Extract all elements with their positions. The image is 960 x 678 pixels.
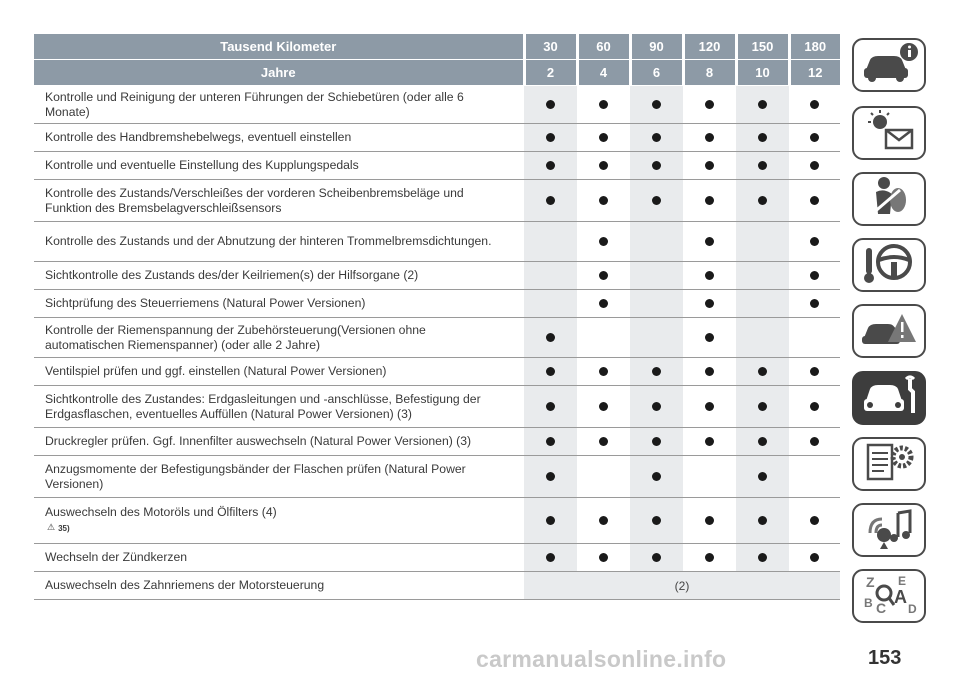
interval-cell: [630, 124, 683, 152]
interval-cell: [683, 544, 736, 572]
chapter-tab[interactable]: [852, 437, 926, 491]
service-required-dot-icon: [758, 161, 767, 170]
header-year-cell: 8: [683, 60, 736, 86]
footer-watermark: carmanualsonline.info: [476, 646, 727, 672]
chapter-tab[interactable]: [852, 172, 926, 226]
row-description-text: Auswechseln des Motoröls und Ölfilters (4): [45, 505, 277, 519]
interval-cell: [736, 290, 789, 318]
interval-cell: [577, 290, 630, 318]
service-required-dot-icon: [810, 161, 819, 170]
dashboard-lights-icon: [858, 108, 920, 159]
interval-cell: [630, 456, 683, 498]
service-required-dot-icon: [546, 161, 555, 170]
interval-cell: [577, 358, 630, 386]
interval-cell: [630, 180, 683, 222]
interval-cell: [630, 290, 683, 318]
interval-cell: [789, 290, 840, 318]
interval-cell: [683, 86, 736, 124]
table-row: [34, 318, 840, 358]
service-required-dot-icon: [652, 161, 661, 170]
service-required-dot-icon: [546, 367, 555, 376]
service-required-dot-icon: [705, 100, 714, 109]
interval-cell: [577, 544, 630, 572]
interval-cell: [789, 544, 840, 572]
interval-cell: [630, 358, 683, 386]
interval-cell: [577, 86, 630, 124]
header-km-row: [34, 34, 840, 60]
service-required-dot-icon: [705, 516, 714, 525]
service-required-dot-icon: [758, 100, 767, 109]
interval-cell: [524, 544, 577, 572]
chapter-tab[interactable]: [852, 38, 926, 92]
service-required-dot-icon: [758, 402, 767, 411]
row-description-text: Ventilspiel prüfen und ggf. einstellen (Natural Power Versionen): [45, 364, 387, 378]
service-required-dot-icon: [705, 402, 714, 411]
interval-cell: [577, 456, 630, 498]
interval-cell: [524, 180, 577, 222]
service-required-dot-icon: [705, 133, 714, 142]
service-required-dot-icon: [810, 237, 819, 246]
service-required-dot-icon: [705, 161, 714, 170]
chapter-tab[interactable]: [852, 304, 926, 358]
service-required-dot-icon: [810, 402, 819, 411]
interval-cell: [524, 290, 577, 318]
interval-cell: [524, 152, 577, 180]
interval-cell: [789, 152, 840, 180]
service-required-dot-icon: [652, 516, 661, 525]
interval-cell: [736, 428, 789, 456]
interval-cell: [630, 86, 683, 124]
page-number: 153: [868, 647, 902, 669]
chapter-tab[interactable]: [852, 503, 926, 557]
service-required-dot-icon: [599, 402, 608, 411]
header-km-cell: 120: [683, 34, 736, 60]
interval-cell: [630, 222, 683, 262]
service-required-dot-icon: [758, 516, 767, 525]
interval-cell: [577, 124, 630, 152]
interval-cell: [683, 386, 736, 428]
row-description-text: Kontrolle und Reinigung der unteren Führungen der Schiebetüren (oder alle 6 Monate): [45, 89, 464, 119]
interval-cell: [789, 498, 840, 544]
warning-reference: 35): [58, 524, 70, 533]
service-required-dot-icon: [599, 553, 608, 562]
warning-triangle-icon: ⚠: [47, 522, 56, 532]
row-description: [34, 180, 524, 222]
row-description: [34, 262, 524, 290]
service-required-dot-icon: [599, 516, 608, 525]
service-required-dot-icon: [546, 333, 555, 342]
table-row: [34, 222, 840, 262]
interval-cell: [577, 498, 630, 544]
service-required-dot-icon: [810, 271, 819, 280]
header-years-label: Jahre: [34, 60, 524, 86]
service-required-dot-icon: [705, 299, 714, 308]
interval-cell: [524, 124, 577, 152]
row-description: [34, 498, 524, 544]
interval-cell: [630, 544, 683, 572]
interval-cell: [736, 386, 789, 428]
row-description-text: Kontrolle und eventuelle Einstellung des Kupplungspedals: [45, 158, 359, 172]
interval-cell: [524, 498, 577, 544]
table-row: [34, 456, 840, 498]
row-description-text: Kontrolle des Zustands/Verschleißes der vorderen Scheibenbremsbeläge und Funktion des Bremsbelagverschleißsensors: [45, 185, 464, 215]
service-required-dot-icon: [546, 402, 555, 411]
service-required-dot-icon: [652, 472, 661, 481]
header-year-cell: 12: [789, 60, 840, 86]
service-required-dot-icon: [599, 271, 608, 280]
row-description-text: Sichtkontrolle des Zustandes: Erdgasleitungen und -anschlüsse, Befestigung der Erdgasflaschen, eventuelles Auffüllen (Natural Power Versionen) (3): [45, 391, 481, 421]
interval-cell: [789, 456, 840, 498]
interval-cell: [736, 498, 789, 544]
interval-cell: [524, 386, 577, 428]
technical-data-icon: [858, 439, 920, 490]
header-km-label: Tausend Kilometer: [34, 34, 524, 60]
service-required-dot-icon: [705, 437, 714, 446]
interval-cell: [789, 358, 840, 386]
interval-cell: [630, 498, 683, 544]
table-row: [34, 428, 840, 456]
interval-cell: [524, 358, 577, 386]
interval-cell: [577, 262, 630, 290]
svg-text:D: D: [908, 601, 917, 616]
service-required-dot-icon: [810, 196, 819, 205]
service-required-dot-icon: [599, 237, 608, 246]
service-required-dot-icon: [599, 196, 608, 205]
service-required-dot-icon: [705, 367, 714, 376]
row-description: [34, 222, 524, 262]
interval-cell: [736, 544, 789, 572]
service-required-dot-icon: [810, 437, 819, 446]
service-required-dot-icon: [599, 133, 608, 142]
service-required-dot-icon: [599, 437, 608, 446]
interval-cell: [736, 152, 789, 180]
service-required-dot-icon: [546, 133, 555, 142]
header-year-cell: 4: [577, 60, 630, 86]
interval-cell: [577, 180, 630, 222]
service-required-dot-icon: [758, 472, 767, 481]
service-required-dot-icon: [758, 437, 767, 446]
service-required-dot-icon: [652, 553, 661, 562]
service-required-dot-icon: [652, 437, 661, 446]
svg-text:E: E: [898, 573, 907, 588]
interval-cell: [736, 318, 789, 358]
service-required-dot-icon: [810, 100, 819, 109]
service-required-dot-icon: [652, 402, 661, 411]
interval-cell: [683, 358, 736, 386]
service-required-dot-icon: [599, 100, 608, 109]
service-required-dot-icon: [599, 367, 608, 376]
row-description-text: Anzugsmomente der Befestigungsbänder der Flaschen prüfen (Natural Power Versionen): [45, 461, 466, 491]
table-row: [34, 290, 840, 318]
service-required-dot-icon: [599, 161, 608, 170]
row-description-text: Wechseln der Zündkerzen: [45, 550, 188, 564]
svg-text:C: C: [876, 599, 887, 616]
svg-text:Z: Z: [866, 573, 875, 590]
service-required-dot-icon: [705, 333, 714, 342]
row-description: [34, 358, 524, 386]
service-required-dot-icon: [546, 100, 555, 109]
header-km-cell: 60: [577, 34, 630, 60]
table-row: [34, 124, 840, 152]
row-description-text: Kontrolle des Handbremshebelwegs, eventuell einstellen: [45, 130, 352, 144]
table-row: [34, 498, 840, 544]
row-description: [34, 318, 524, 358]
row-description: [34, 456, 524, 498]
interval-cell: [789, 222, 840, 262]
row-description-text: Kontrolle der Riemenspannung der Zubehörsteuerung(Versionen ohne automatischen Riemenspanner) (oder alle 2 Jahre): [45, 322, 426, 352]
maintenance-schedule-table: [34, 34, 840, 600]
chapter-tab[interactable]: [852, 569, 926, 623]
service-required-dot-icon: [599, 299, 608, 308]
interval-cell: [577, 318, 630, 358]
service-required-dot-icon: [705, 196, 714, 205]
emergency-car-icon: [858, 306, 920, 357]
header-year-cell: 2: [524, 60, 577, 86]
interval-cell: [789, 428, 840, 456]
row-description-text: Kontrolle des Zustands und der Abnutzung der hinteren Trommelbremsdichtungen.: [45, 234, 492, 248]
service-required-dot-icon: [758, 367, 767, 376]
service-required-dot-icon: [546, 437, 555, 446]
header-year-cell: 10: [736, 60, 789, 86]
table-row: [34, 262, 840, 290]
service-required-dot-icon: [810, 553, 819, 562]
interval-cell: [683, 222, 736, 262]
interval-cell: [630, 152, 683, 180]
row-description: [34, 386, 524, 428]
interval-cell: [683, 152, 736, 180]
interval-cell: [683, 262, 736, 290]
service-required-dot-icon: [546, 516, 555, 525]
row-description-text: Auswechseln des Zahnriemens der Motorsteuerung: [45, 578, 325, 592]
service-required-dot-icon: [652, 100, 661, 109]
chapter-tab[interactable]: [852, 106, 926, 160]
row-span-note: (2): [524, 572, 840, 600]
header-year-cell: 6: [630, 60, 683, 86]
table-row: [34, 544, 840, 572]
header-km-cell: 30: [524, 34, 577, 60]
chapter-tab[interactable]: [852, 238, 926, 292]
service-required-dot-icon: [546, 553, 555, 562]
row-description: [34, 544, 524, 572]
chapter-tab[interactable]: [852, 371, 926, 425]
interval-cell: [789, 318, 840, 358]
service-required-dot-icon: [652, 367, 661, 376]
service-required-dot-icon: [810, 133, 819, 142]
service-required-dot-icon: [810, 516, 819, 525]
table-row: [34, 86, 840, 124]
row-description: [34, 152, 524, 180]
interval-cell: [630, 318, 683, 358]
alphabetical-index-icon: [858, 571, 920, 622]
service-required-dot-icon: [546, 196, 555, 205]
interval-cell: [524, 428, 577, 456]
header-km-cell: 180: [789, 34, 840, 60]
interval-cell: [789, 386, 840, 428]
row-description: [34, 572, 524, 600]
interval-cell: [736, 262, 789, 290]
service-required-dot-icon: [810, 299, 819, 308]
interval-cell: [683, 428, 736, 456]
interval-cell: [683, 498, 736, 544]
service-required-dot-icon: [546, 472, 555, 481]
service-required-dot-icon: [705, 271, 714, 280]
interval-cell: [736, 358, 789, 386]
row-description: [34, 290, 524, 318]
interval-cell: [577, 222, 630, 262]
table-row: [34, 572, 840, 600]
table-row: [34, 386, 840, 428]
interval-cell: [683, 318, 736, 358]
table-row: [34, 152, 840, 180]
service-required-dot-icon: [705, 553, 714, 562]
interval-cell: [736, 222, 789, 262]
table-row: [34, 358, 840, 386]
interval-cell: [683, 456, 736, 498]
interval-cell: [789, 262, 840, 290]
service-required-dot-icon: [652, 133, 661, 142]
row-description-text: Sichtprüfung des Steuerriemens (Natural Power Versionen): [45, 296, 366, 310]
interval-cell: [736, 86, 789, 124]
interval-cell: [789, 86, 840, 124]
row-description: [34, 428, 524, 456]
svg-text:A: A: [894, 586, 907, 607]
interval-cell: [736, 456, 789, 498]
interval-cell: [524, 318, 577, 358]
interval-cell: [577, 152, 630, 180]
interval-cell: [683, 124, 736, 152]
service-required-dot-icon: [705, 237, 714, 246]
service-required-dot-icon: [652, 196, 661, 205]
interval-cell: [577, 428, 630, 456]
row-description: [34, 124, 524, 152]
interval-cell: [630, 428, 683, 456]
interval-cell: [524, 456, 577, 498]
interval-cell: [577, 386, 630, 428]
interval-cell: [630, 262, 683, 290]
car-info-icon: [858, 40, 920, 91]
service-required-dot-icon: [810, 367, 819, 376]
service-required-dot-icon: [758, 553, 767, 562]
svg-text:B: B: [864, 595, 873, 610]
header-km-cell: 90: [630, 34, 683, 60]
interval-cell: [683, 290, 736, 318]
header-years-row: [34, 60, 840, 86]
row-description-text: Druckregler prüfen. Ggf. Innenfilter auswechseln (Natural Power Versionen) (3): [45, 434, 472, 448]
car-maintenance-icon: [858, 373, 920, 424]
interval-cell: [630, 386, 683, 428]
interval-cell: [524, 222, 577, 262]
interval-cell: [524, 86, 577, 124]
row-description-text: Sichtkontrolle des Zustands des/der Keilriemen(s) der Hilfsorgane (2): [45, 268, 419, 282]
steering-wheel-key-icon: [858, 240, 920, 291]
multimedia-icon: [858, 505, 920, 556]
interval-cell: [524, 262, 577, 290]
interval-cell: [789, 124, 840, 152]
interval-cell: [683, 180, 736, 222]
row-description: [34, 86, 524, 124]
table-row: [34, 180, 840, 222]
service-required-dot-icon: [758, 196, 767, 205]
airbag-safety-icon: [858, 174, 920, 225]
header-km-cell: 150: [736, 34, 789, 60]
interval-cell: [736, 124, 789, 152]
interval-cell: [736, 180, 789, 222]
service-required-dot-icon: [758, 133, 767, 142]
interval-cell: [789, 180, 840, 222]
